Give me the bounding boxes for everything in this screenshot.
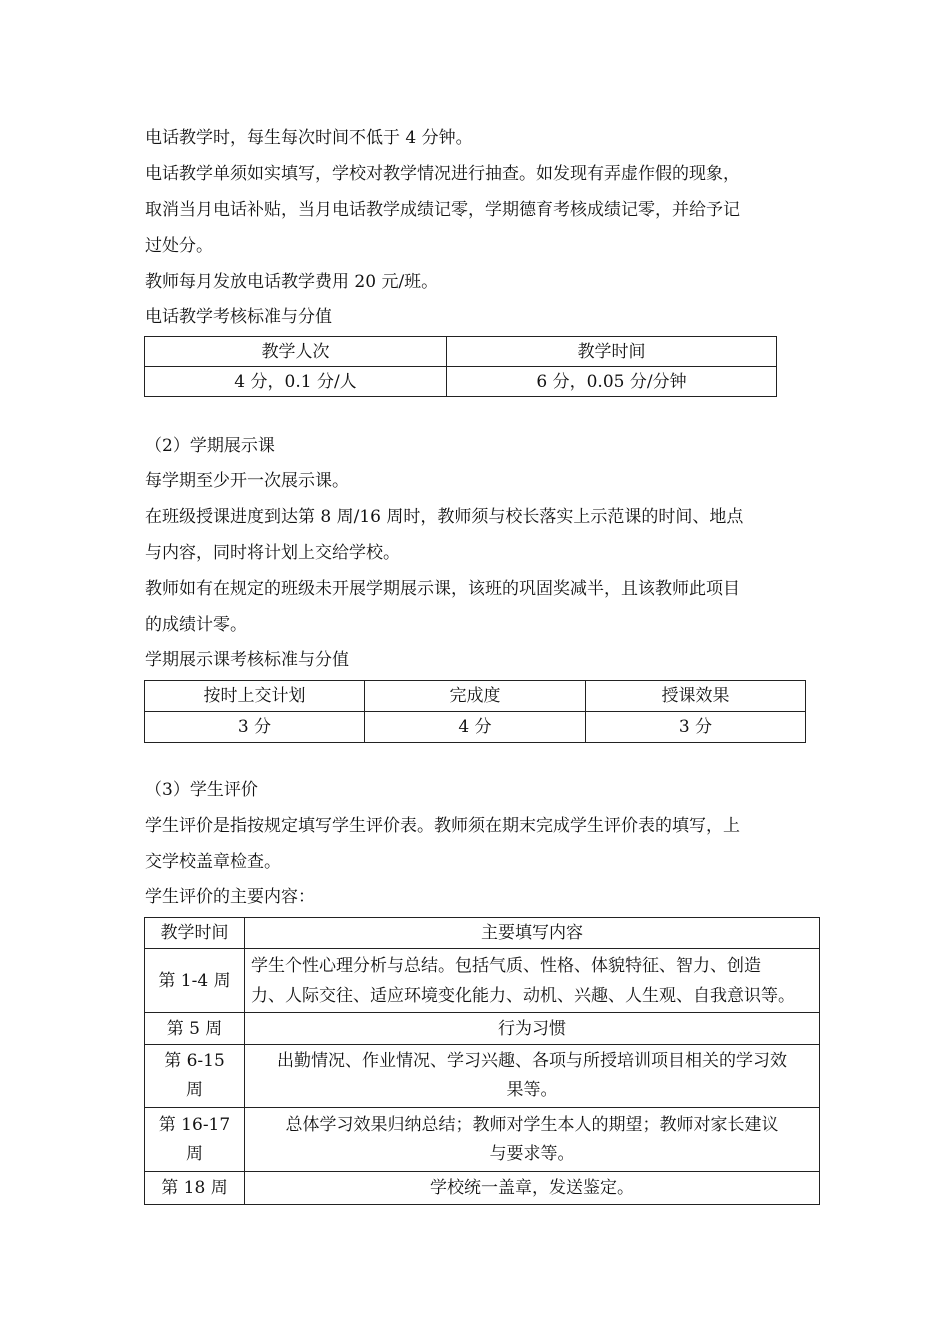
content-line: 总体学习效果归纳总结；教师对学生本人的期望；教师对家长建议	[285, 1114, 779, 1135]
paragraph-line: 取消当月电话补贴，当月电话教学成绩记零，学期德育考核成绩记零，并给予记	[145, 200, 740, 220]
paragraph-line: 电话教学单须如实填写，学校对教学情况进行抽查。如发现有弄虚作假的现象，	[145, 164, 740, 184]
table-header-row	[145, 681, 806, 712]
paragraph-line: 教师如有在规定的班级未开展学期展示课，该班的巩固奖减半，且该教师此项目	[145, 579, 740, 599]
paragraph-line: 与内容，同时将计划上交给学校。	[145, 543, 400, 563]
table-header-row	[145, 918, 820, 949]
table-row	[145, 367, 777, 397]
header-cell: 教学时间	[447, 337, 777, 367]
content-line: 学生个性心理分析与总结。包括气质、性格、体貌特征、智力、创造	[251, 955, 761, 976]
table-cell: 4 分，0.1 分/人	[145, 367, 447, 397]
demo-class-table	[144, 680, 806, 743]
paragraph-line: 在班级授课进度到达第 8 周/16 周时，教师须与校长落实上示范课的时间、地点	[145, 507, 744, 527]
week-line: 周	[186, 1143, 203, 1164]
week-cell: 第 18 周	[145, 1172, 245, 1205]
table-header-row	[145, 337, 777, 367]
content-cell: 行为习惯	[245, 1013, 820, 1045]
content-cell	[245, 949, 820, 1013]
paragraph-line: 电话教学时，每生每次时间不低于 4 分钟。	[145, 128, 473, 148]
table-caption: 学生评价的主要内容：	[145, 887, 315, 907]
table-caption: 学期展示课考核标准与分值	[145, 650, 349, 670]
table-cell: 6 分，0.05 分/分钟	[447, 367, 777, 397]
header-cell: 主要填写内容	[245, 918, 820, 949]
content-cell: 学校统一盖章，发送鉴定。	[245, 1172, 820, 1205]
paragraph-line: 的成绩计零。	[145, 615, 247, 635]
table-row	[145, 949, 820, 1013]
table-row	[145, 1172, 820, 1205]
week-cell: 第 5 周	[145, 1013, 245, 1045]
week-line: 第 16-17	[158, 1114, 231, 1135]
table-caption: 电话教学考核标准与分值	[145, 307, 332, 327]
paragraph-line: 过处分。	[145, 236, 213, 256]
paragraph-line: 交学校盖章检查。	[145, 852, 281, 872]
week-line: 周	[186, 1080, 203, 1100]
week-cell	[145, 1108, 245, 1172]
content-cell	[245, 1045, 820, 1108]
table-cell: 4 分	[365, 712, 586, 743]
table-row	[145, 1108, 820, 1172]
week-line: 第 6-15	[164, 1051, 225, 1071]
content-line: 出勤情况、作业情况、学习兴趣、各项与所授培训项目相关的学习效	[277, 1051, 787, 1071]
header-cell: 教学时间	[145, 918, 245, 949]
section-heading: （2）学期展示课	[145, 436, 275, 456]
table-row	[145, 1045, 820, 1108]
table-row	[145, 712, 806, 743]
week-cell: 第 1-4 周	[145, 949, 245, 1013]
table-cell: 3 分	[145, 712, 365, 743]
phone-teaching-table	[144, 336, 777, 397]
table-row	[145, 1013, 820, 1045]
paragraph-line: 每学期至少开一次展示课。	[145, 471, 349, 491]
table-cell: 3 分	[586, 712, 806, 743]
header-cell: 按时上交计划	[145, 681, 365, 712]
header-cell: 教学人次	[145, 337, 447, 367]
paragraph-line: 教师每月发放电话教学费用 20 元/班。	[145, 272, 439, 292]
paragraph-line: 学生评价是指按规定填写学生评价表。教师须在期末完成学生评价表的填写，上	[145, 816, 740, 836]
content-line: 力、人际交往、适应环境变化能力、动机、兴趣、人生观、自我意识等。	[251, 985, 795, 1006]
student-evaluation-table	[144, 917, 820, 1205]
header-cell: 完成度	[365, 681, 586, 712]
header-cell: 授课效果	[586, 681, 806, 712]
section-heading: （3）学生评价	[145, 780, 258, 800]
week-cell	[145, 1045, 245, 1108]
content-line: 与要求等。	[489, 1143, 575, 1164]
content-line: 果等。	[506, 1080, 558, 1100]
content-cell	[245, 1108, 820, 1172]
